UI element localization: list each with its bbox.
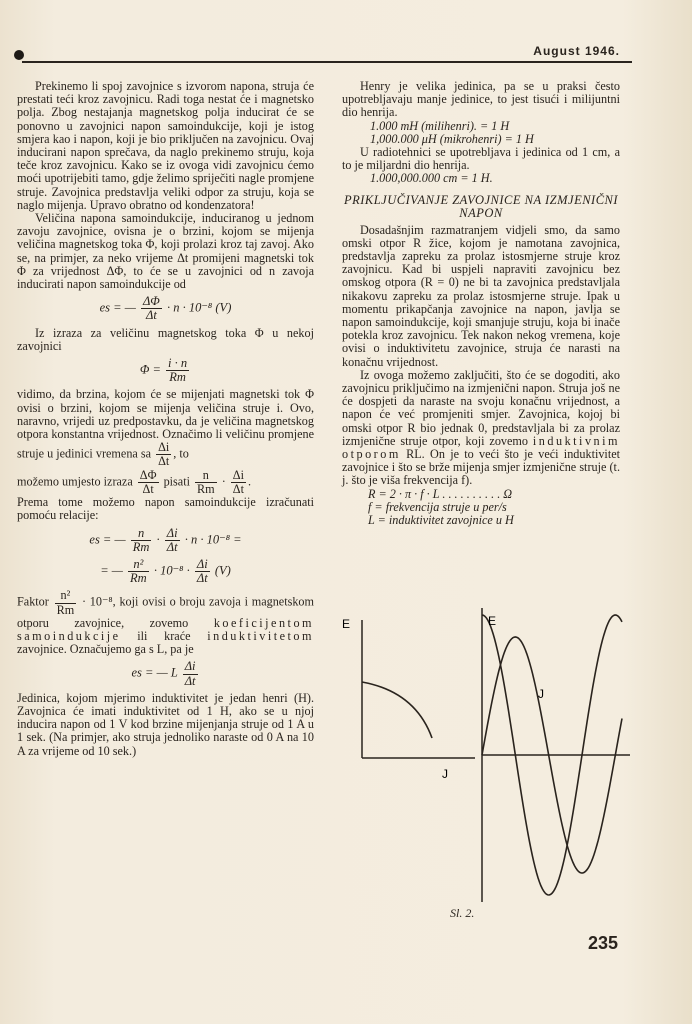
left-graph [342,617,475,781]
formula-es-L: es = — L $\frac{\Delta i}{\Delta t}$ [131,659,196,688]
header-date: August 1946. [533,44,620,58]
paragraph: Prema tome možemo napon samoindukcije izračunati pomoću relacije: [17,495,314,523]
paragraph: Dosadašnjim razmatranjem vidjeli smo, da samo omski otpor R žice, kojom je namotana zavojnica, predstavlja zapreku za prolaz istosmjerne struje kroz zavojnicu. Kad bi uspjeli napraviti zavojnicu bez omskog otpora (R = 0) ne bi ta zavojnica predstavljala nikakovu zapreku za prolaz istosmjerne struje. Ipak u momentu prikapčanja zavojnice na napon, javlja se napon samoindukcije, koji smanjuje struju, koja bi inače potekla kroz zavojnicu. Tek nakon nekog vremena, koje ovisi o induktivitetu zavojnice, struja će narasti na konačnu vrijednost. [342,222,620,369]
paragraph: možemo umjesto izraza $\frac{\Delta\Phi}{\Delta t}$ pisati $\frac{n}{Rm}$ · $\frac{\Delta i}{\Delta t}$ . [17,467,252,496]
formula-line: R = 2 · π · f · L . . . . . . . . . . Ω [368,486,513,501]
section-heading: PRIKLJUČIVANJE ZAVOJNICE NA IZMJENIČNI NAPON [343,192,619,220]
paragraph: Faktor $\frac{\text{n²}}{Rm}$ · 10⁻⁸, koji ovisi o broju zavoja i magnetskom otporu zavojnice, zovemo koeficijentom samoindukcije ili kraće induktivitetom zavojnice. Označujemo ga s L, pa je [17,588,315,657]
paragraph: U radiotehnici se upotrebljava i jedinica od 1 cm, a to je miljardni dio henrija. [342,145,620,173]
unit-line: 1,000.000 μH (mikrohenri) = 1 H [370,131,534,146]
formula-line: f = frekvencija struje u per/s [368,499,507,514]
figure-caption: Sl. 2. [450,906,475,920]
right-column [342,80,620,527]
paragraph: Iz ovoga možemo zaključiti, što će se dogoditi, ako zavojnicu priključimo na izmjenični napon. Struja još ne će dospjeti da naraste na svoju konačnu vrijednost, a napon će već promjeniti smjer. Zavojnica, kojoj bi omski otpor R bio jednak 0, predstavljala bi za prolaz izmjenične struje otpor, koji zovemo induktivnim otporom RL. On je to veći što je veći induktivitet zavojnice i što se brže mijenja smjer izmjenične struje (t. j. što je viša frekvencija f). [342,367,621,488]
right-graph [482,608,630,902]
figure-sl2 [340,600,630,920]
formula-es-flux: es = — $\frac{\Delta\Phi}{\Delta t}$ · n · 10⁻⁸ (V) [99,294,232,323]
header-rule [22,61,632,63]
left-column [17,80,314,758]
paragraph: Henry je velika jedinica, pa se u praksi često upotrebljavaju manje jedinice, to jest tisući i milijuntni dio henrija. [342,79,620,120]
formula-flux: Φ = $\frac{i \cdot n}{Rm}$ [139,356,188,385]
formula-line: L = induktivitet zavojnice u H [368,513,514,528]
decay-curve [362,682,432,738]
label-e-left: E [342,617,351,631]
paragraph: Iz izraza za veličinu magnetskog toka Φ u nekoj zavojnici [17,325,314,353]
paragraph: Veličina napona samoindukcije, induciranog u jednom zavoju zavojnice, ovisna je o brzini, kojom se mijenja veličina magnetskog toka Φ, koji prolazi kroz taj zavoj. Ako se, na primjer, za neko vrijeme Δt promijeni magnetski tok Φ za vrijednost ΔΦ, to će se u zavojnici od n zavoja inducirati napon samoindukcije od [17,211,314,292]
page-header [14,44,622,64]
bullet-dot [14,50,24,60]
unit-line: 1.000 mH (milihenri). = 1 H [370,118,510,133]
paragraph: vidimo, da brzina, kojom će se mijenjati magnetski tok Φ ovisi o brzini, kojom se mijenja veličina struje i. Ovo, naravno, vrijedi uz predpostavku, da je veličina magnetskog otpora konstantna vrijednost. Označimo li veličinu promjene struje u jedinici vremena sa $\frac{\Delta i}{\Delta t}$ , to [17,387,314,469]
unit-line: 1.000,000.000 cm = 1 H. [370,171,493,186]
paragraph: Jedinica, kojom mjerimo induktivitet je jedan henri (H). Zavojnica će imati induktivitet od 1 H, ako se u njoj inducira napon od 1 V kod brzine mijenjanja struje od 1 A u 1 sek. (Na primjer, ako struja jednoliko naraste od 0 A na 10 A za vrijeme od 10 sek.) [17,690,314,758]
page-number: 235 [588,933,619,953]
formula-es-1: es = — $\frac{n}{Rm}$ · $\frac{\Delta i}{\Delta t}$ · n · 10⁻⁸ = [89,525,242,554]
formula-es-2: = — $\frac{\text{n²}}{Rm}$ · 10⁻⁸ · $\frac{\Delta i}{\Delta t}$ (V) [100,556,231,586]
paragraph: Prekinemo li spoj zavojnice s izvorom napona, struja će prestati teći kroz zavojnicu. Radi toga nestat će i magnetsko polja. Zbog nestajanja magnetskog polja inducirat će se ponovno u zavojnici napon samoindukcije, koji je istog smjera kao i napon, koji je bio priključen na zavojnicu. Ovaj inducirani napon sprečava, da naglo prekinemo struju, koja teče kroz zavojnicu. Kako se iz ovoga vidi zavojnicu ćemo moći upotrijebiti tamo, gdje želimo spriječiti nagle promjene struje. Zavojnica predstavlja veliki odpor za struju, koja se naglo mijenja. Upravo obratno od kondenzatora! [17,79,314,212]
label-e-right: E [488,614,497,628]
label-j-left: J [442,767,448,781]
label-j-right: J [538,687,544,701]
